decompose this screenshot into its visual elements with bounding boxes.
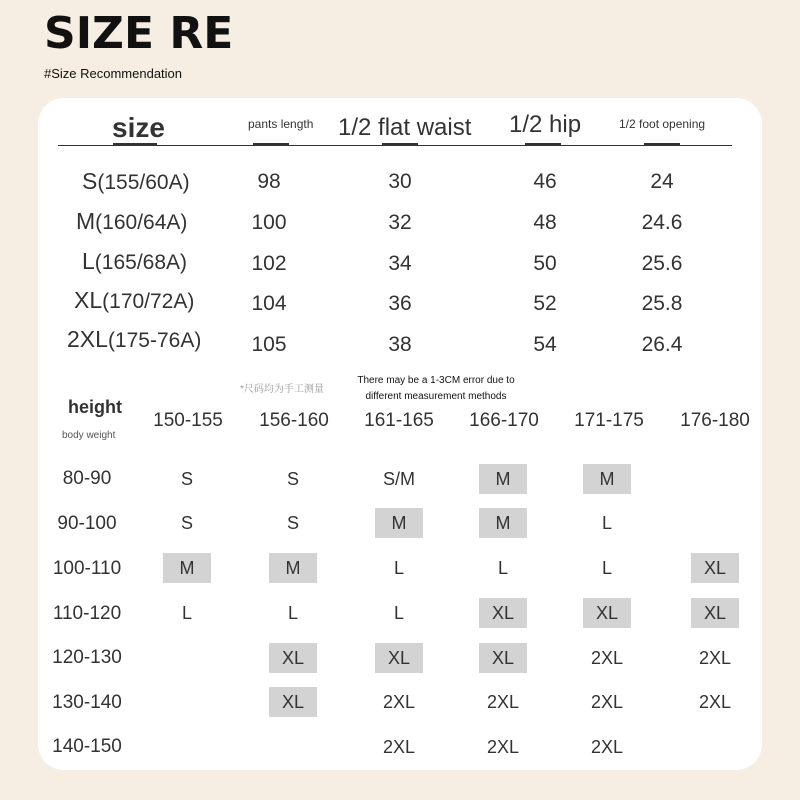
hip-value: 54 — [533, 333, 557, 356]
measurement-note-cn: *尺码均为手工测量 — [240, 384, 324, 395]
body-weight-label: body weight — [62, 430, 116, 441]
header-hip: 1/2 hip — [509, 111, 582, 138]
header-size: size — [112, 112, 165, 143]
size-recommendation-cell: S — [286, 513, 299, 533]
header-rule — [58, 145, 732, 146]
size-recommendation-cell: M — [479, 508, 527, 538]
height-column-header: 176-180 — [680, 410, 750, 431]
size-recommendation-cell: XL — [375, 643, 423, 673]
size-label: 2XL(175-76A) — [67, 326, 202, 352]
size-recommendation-cell: M — [269, 553, 317, 583]
height-column-header: 161-165 — [364, 410, 434, 431]
height-column-header: 171-175 — [574, 410, 644, 431]
foot-opening-value: 25.8 — [641, 292, 683, 315]
pants-length-value: 100 — [251, 211, 287, 234]
size-recommendation-cell: XL — [269, 643, 317, 673]
pants-length-value: 105 — [251, 333, 287, 356]
hip-value: 52 — [533, 292, 557, 315]
weight-row-label: 90-100 — [57, 513, 117, 534]
size-recommendation-cell: XL — [479, 598, 527, 628]
size-recommendation-cell: 2XL — [698, 692, 732, 712]
size-recommendation-cell: XL — [479, 643, 527, 673]
height-column-header: 156-160 — [259, 410, 329, 431]
header-pants-length: pants length — [248, 117, 314, 131]
height-column-header: 150-155 — [153, 410, 223, 431]
header-foot-opening: 1/2 foot opening — [619, 117, 706, 131]
flat-waist-value: 38 — [388, 333, 412, 356]
measurement-note-en: There may be a 1-3CM error due to different measurement methods — [357, 375, 515, 402]
page-subtitle: #Size Recommendation — [44, 66, 183, 81]
pants-length-value: 98 — [257, 170, 281, 193]
size-recommendation-cell: L — [181, 603, 192, 623]
size-recommendation-cell: M — [163, 553, 211, 583]
weight-row-label: 130-140 — [52, 692, 122, 713]
size-recommendation-cell: XL — [691, 553, 739, 583]
page-title: SIZE RE — [44, 8, 234, 59]
size-recommendation-cell: L — [393, 558, 404, 578]
size-recommendation-cell: 2XL — [698, 648, 732, 668]
hip-value: 50 — [533, 252, 557, 275]
size-recommendation-cell: 2XL — [486, 737, 520, 757]
foot-opening-value: 24.6 — [641, 211, 683, 234]
size-recommendation-cell: L — [601, 558, 612, 578]
flat-waist-value: 34 — [388, 252, 412, 275]
size-recommendation-cell: 2XL — [486, 692, 520, 712]
header-flat-waist: 1/2 flat waist — [338, 114, 472, 141]
size-recommendation-cell: XL — [269, 687, 317, 717]
pants-length-value: 104 — [251, 292, 287, 315]
size-recommendation-cell: S/M — [382, 469, 415, 489]
size-label: L(165/68A) — [82, 248, 188, 274]
size-recommendation-cell: S — [286, 469, 299, 489]
size-recommendation-cell: XL — [691, 598, 739, 628]
size-recommendation-cell: L — [287, 603, 298, 623]
flat-waist-value: 32 — [388, 211, 412, 234]
size-label: S(155/60A) — [82, 168, 190, 194]
foot-opening-value: 25.6 — [641, 252, 683, 275]
weight-row-label: 140-150 — [52, 736, 122, 757]
weight-row-label: 80-90 — [62, 468, 112, 489]
size-recommendation-cell: L — [497, 558, 508, 578]
foot-opening-value: 24 — [650, 170, 674, 193]
height-column-header: 166-170 — [469, 410, 539, 431]
height-label: height — [68, 397, 122, 417]
size-label: XL(170/72A) — [74, 287, 195, 313]
pants-length-value: 102 — [251, 252, 287, 275]
size-recommendation-cell: 2XL — [382, 692, 416, 712]
size-recommendation-cell: L — [393, 603, 404, 623]
size-recommendation-cell: 2XL — [590, 692, 624, 712]
size-recommendation-cell: 2XL — [382, 737, 416, 757]
size-recommendation-cell: 2XL — [590, 737, 624, 757]
size-recommendation-cell: M — [479, 464, 527, 494]
size-recommendation-cell: 2XL — [590, 648, 624, 668]
hip-value: 48 — [533, 211, 557, 234]
size-label: M(160/64A) — [76, 208, 188, 234]
size-recommendation-cell: S — [180, 513, 193, 533]
size-recommendation-cell: M — [583, 464, 631, 494]
flat-waist-value: 36 — [388, 292, 412, 315]
weight-row-label: 110-120 — [52, 603, 122, 624]
size-recommendation-cell: M — [375, 508, 423, 538]
size-recommendation-cell: XL — [583, 598, 631, 628]
hip-value: 46 — [533, 170, 557, 193]
weight-row-label: 120-130 — [52, 647, 122, 668]
size-recommendation-cell: L — [601, 513, 612, 533]
foot-opening-value: 26.4 — [641, 333, 683, 356]
flat-waist-value: 30 — [388, 170, 412, 193]
weight-row-label: 100-110 — [52, 558, 122, 579]
size-recommendation-cell: S — [180, 469, 193, 489]
